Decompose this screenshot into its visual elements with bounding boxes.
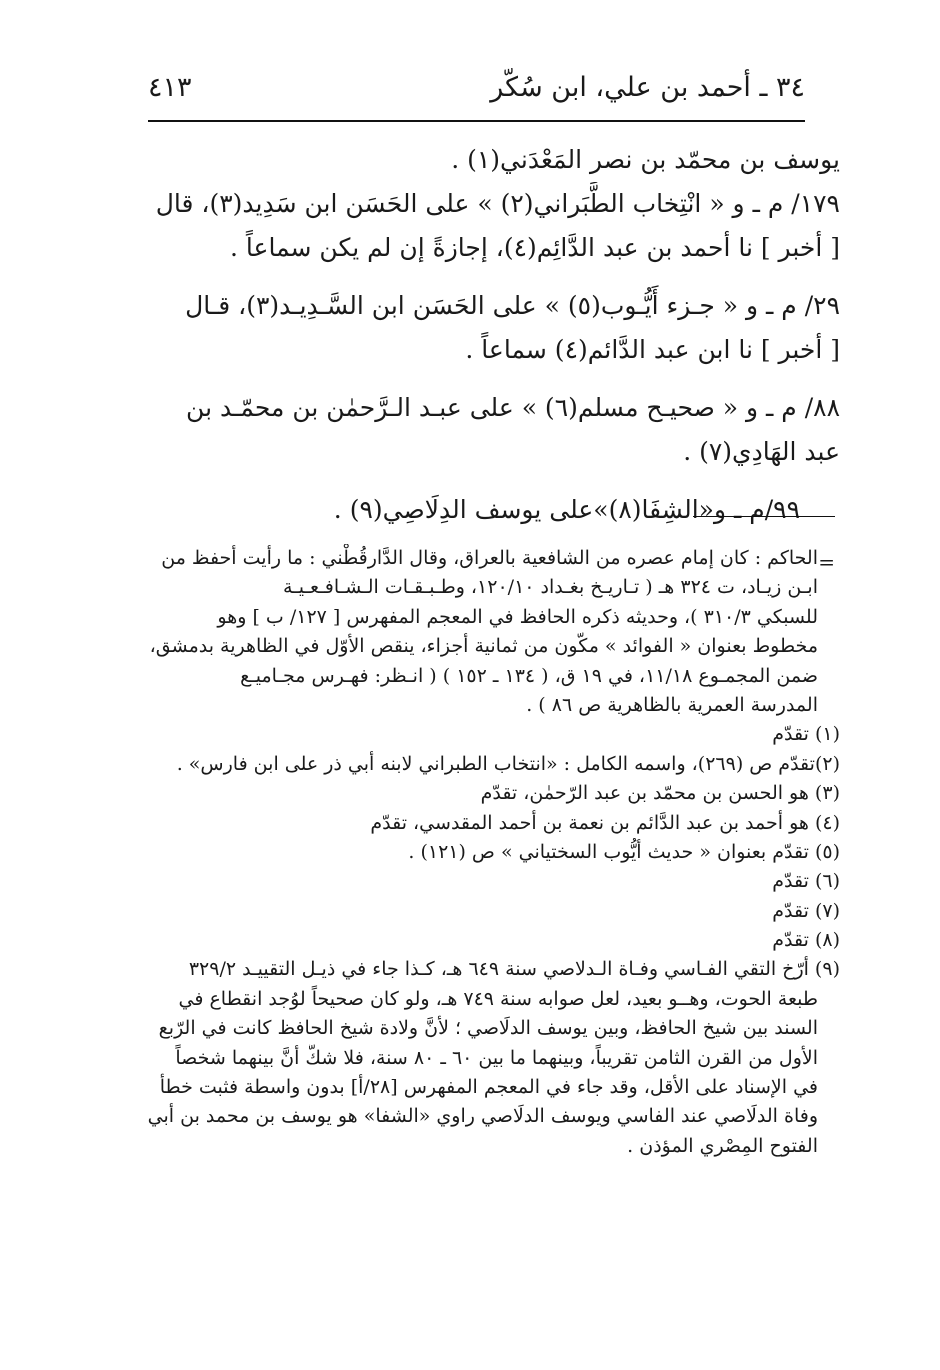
main-line: ١٧٩/ م ـ و « انْتِخاب الطَّبَراني(٢) » على الحَسَن ابن سَدِيد(٣)، قال [155, 189, 840, 218]
footnote-line: (٣) هو الحسن بن محمّد بن عبد الرّحمٰن، تقدّم [480, 782, 840, 805]
footnote-separator [693, 516, 835, 517]
main-text [140, 138, 840, 532]
footnote-line: (٢)تقدّم ص (٢٦٩)، واسمه الكامل : «انتخاب الطبراني لابنه أبي ذر على ابن فارس» . [176, 752, 840, 775]
footnotes [140, 544, 840, 1161]
footnote-line: (٦) تقدّم [772, 870, 840, 893]
main-line: يوسف بن محمّد بن نصر المَعْدَني(١) . [451, 145, 840, 174]
footnote-line: وفاة الدلَاصي عند الفاسي ويوسف الدلَاصي راوي «الشفا» هو يوسف بن محمد بن أبي [147, 1105, 818, 1128]
header-rule [148, 120, 805, 122]
footnote-line: ضمن المجمـوع ١١/١٨، في ١٩ ق، ( ١٣٤ ـ ١٥٢ ) ( انـظر: فهـرس مجـاميـع [240, 664, 818, 687]
page-number: ٤١٣ [148, 72, 192, 103]
main-line: ٨٨/ م ـ و « صحيـح مسلم(٦) » على عبـد الـرَّحمٰن بن محمّـد بن [186, 393, 840, 422]
footnote-line: الفتوح المِصْري المؤذن . [627, 1134, 818, 1157]
footnote-line: في الإسناد على الأقل، وقد جاء في المعجم المفهرس [٢٨/أ] بدون واسطة فثبت خطأ [159, 1076, 818, 1099]
footnote-line: الأول من القرن الثامن تقريباً، وبينهما ما بين ٦٠ ـ ٨٠ سنة، فلا شكَّ أنَّ بينهما شخصاً [175, 1046, 818, 1069]
main-line: [ أخبر ] نا ابن عبد الدَّائم(٤) سماعاً . [465, 335, 840, 364]
footnote-line: المدرسة العمرية بالظاهرية ص ٨٦ ) . [526, 693, 818, 716]
running-title: ٣٤ ـ أحمد بن علي، ابن سُكّر [490, 72, 805, 103]
footnote-line: (٤) هو أحمد بن عبد الدَّائم بن نعمة بن أحمد المقدسي، تقدّم [370, 811, 840, 834]
footnote-line: طبعة الحوت، وهــو بعيد، لعل صوابه سنة ٧٤٩ هـ، ولو كان صحيحاً لوُجد انقطاع في [178, 987, 818, 1010]
main-line: ٢٩/ م ـ و « جـزء أَيُّـوب(٥) » على الحَسَن ابن السَّـدِيـد(٣)، قـال [185, 291, 840, 320]
footnote-line: الحاكم : كان إمام عصره من الشافعية بالعراق، وقال الدَّارقُطْني : ما رأيت أحفظ من [161, 547, 818, 569]
main-line: [ أخبر ] نا أحمد بن عبد الدَّائِم(٤)، إجازةً إن لم يكن سماعاً . [230, 233, 840, 262]
footnote-line: مخطوط بعنوان « الفوائد » مكّون من ثمانية أجزاء، ينقص الأوّل في الظاهرية بدمشق، [149, 635, 818, 658]
footnote-line: (٩) أرّخ التقي الفـاسي وفـاة الـدلاصي سنة ٦٤٩ هـ، كـذا جاء في ذيـل التقييـد ٣٢٩/٢ [188, 958, 840, 981]
footnote-line: (٧) تقدّم [772, 899, 840, 922]
page-header [148, 72, 805, 116]
footnote-line: ابـن زيـاد، ت ٣٢٤ هـ ( تـاريـخ بغـداد ١٢٠/١٠، وطـبـقـات الـشـافـعـيـة [283, 576, 818, 599]
footnote-line: (٥) تقدّم بعنوان « حديث أيُّوب السختياني » ص (١٢١) . [408, 840, 840, 863]
footnote-line: (١) تقدّم [772, 723, 840, 746]
footnote-line: للسبكي ٣١٠/٣ )، وحديثه ذكره الحافظ في المعجم المفهرس [ ١٢٧/ ب ] وهو [217, 605, 818, 628]
footnote-line: (٨) تقدّم [772, 929, 840, 952]
continuation-mark: = [818, 550, 835, 574]
main-line: عبد الهَادِي(٧) . [683, 437, 840, 466]
footnote-line: السند بين شيخ الحافظ، وبين يوسف الدلَاصي ؛ لأنَّ ولادة شيخ الحافظ كانت في الرّبع [158, 1017, 818, 1040]
main-line: ٩٩/م ـ و«الشِفَا(٨)»على يوسف الدِلَاصِي(٩) . [333, 495, 800, 524]
